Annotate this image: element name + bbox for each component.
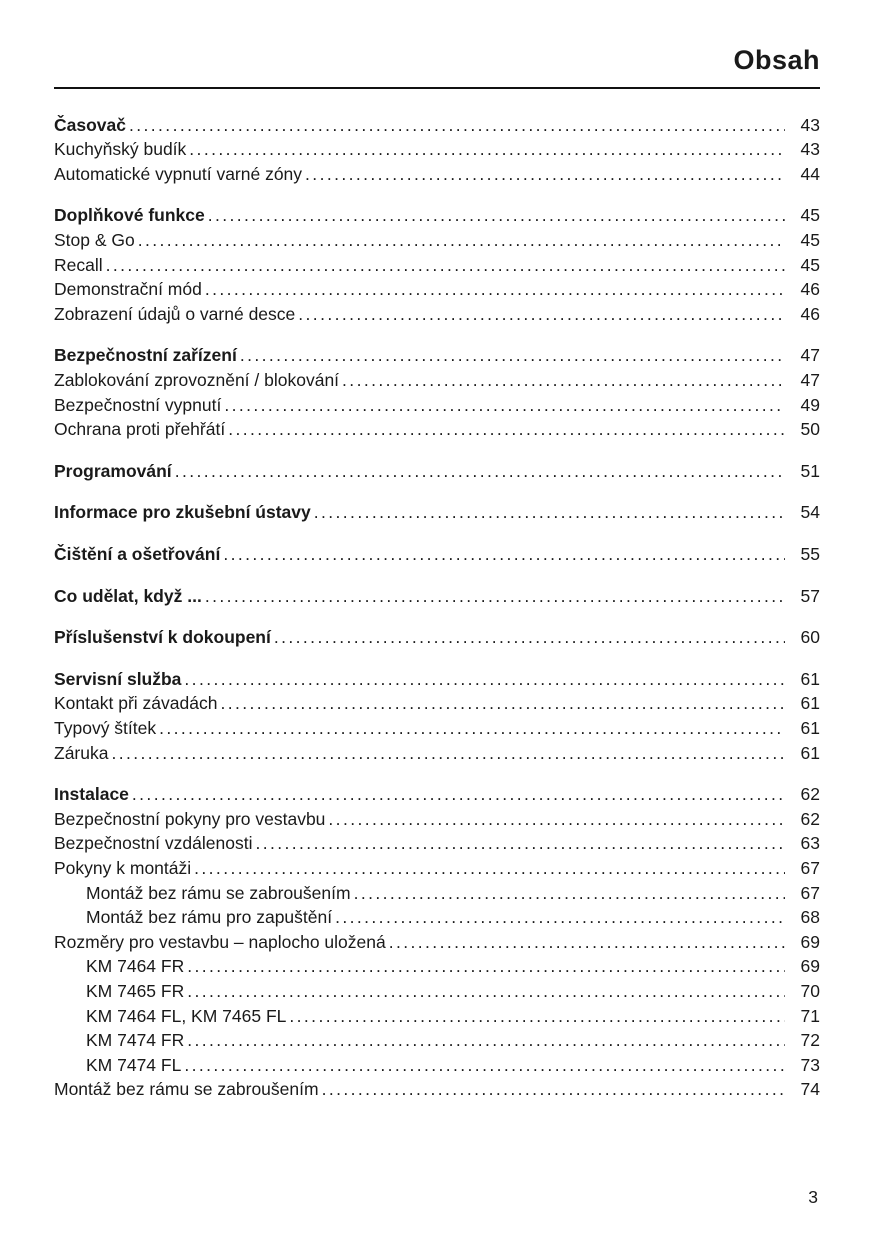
toc-entry-label: Automatické vypnutí varné zóny bbox=[54, 163, 303, 184]
toc-leader-dots bbox=[228, 417, 785, 442]
toc-leader-dots bbox=[335, 905, 785, 930]
toc-entry bbox=[54, 856, 820, 881]
toc-entry bbox=[54, 113, 820, 138]
page-number: 3 bbox=[808, 1187, 818, 1207]
toc-entry-page: 51 bbox=[800, 460, 820, 481]
toc-leader-dots bbox=[189, 137, 785, 162]
toc-entry-label: Informace pro zkušební ústavy bbox=[54, 502, 311, 523]
toc-entry-page: 69 bbox=[800, 931, 820, 952]
toc-leader-dots bbox=[175, 459, 785, 484]
toc-leader-dots bbox=[187, 954, 785, 979]
toc-entry-label: Servisní služba bbox=[54, 668, 182, 689]
toc-leader-dots bbox=[187, 1028, 785, 1053]
toc-leader-dots bbox=[138, 228, 785, 253]
toc-entry-page: 46 bbox=[800, 279, 820, 300]
toc-entry bbox=[54, 137, 820, 162]
toc-entry-label: Rozměry pro vestavbu – naplocho uložená bbox=[54, 931, 386, 952]
toc-leader-dots bbox=[205, 277, 785, 302]
toc-entry bbox=[54, 930, 820, 955]
toc-leader-dots bbox=[111, 741, 785, 766]
toc-leader-dots bbox=[322, 1077, 785, 1102]
toc-entry-label: Pokyny k montáži bbox=[54, 857, 192, 878]
toc-entry-label: Čištění a ošetřování bbox=[54, 544, 221, 564]
toc-leader-dots bbox=[132, 782, 785, 807]
toc-entry bbox=[54, 716, 820, 741]
toc-entry-page: 45 bbox=[800, 230, 820, 251]
toc-entry bbox=[54, 1077, 820, 1102]
toc-leader-dots bbox=[240, 343, 785, 368]
toc-entry bbox=[54, 500, 820, 525]
toc-entry bbox=[54, 203, 820, 228]
toc-leader-dots bbox=[274, 625, 785, 650]
toc-entry-page: 60 bbox=[800, 627, 820, 648]
toc-leader-dots bbox=[208, 203, 785, 228]
toc-entry bbox=[54, 393, 820, 418]
toc-entry bbox=[54, 1028, 820, 1053]
toc-entry-label: Doplňkové funkce bbox=[54, 205, 205, 226]
toc-leader-dots bbox=[255, 831, 785, 856]
toc-entry-label: KM 7464 FL, KM 7465 FL bbox=[86, 1005, 287, 1026]
toc-entry-page: 50 bbox=[800, 419, 820, 440]
toc-entry-label: Bezpečnostní zařízení bbox=[54, 345, 237, 366]
toc-list bbox=[54, 113, 820, 1102]
toc-entry bbox=[54, 979, 820, 1004]
toc-entry bbox=[54, 302, 820, 327]
toc-entry bbox=[54, 625, 820, 650]
toc-leader-dots bbox=[223, 542, 785, 567]
toc-entry-page: 46 bbox=[800, 303, 820, 324]
toc-entry-page: 55 bbox=[800, 544, 820, 564]
toc-entry-page: 68 bbox=[800, 907, 820, 928]
toc-leader-dots bbox=[314, 500, 785, 525]
toc-leader-dots bbox=[129, 113, 785, 138]
toc-leader-dots bbox=[298, 302, 785, 327]
toc-leader-dots bbox=[289, 1004, 785, 1029]
toc-entry-label: Bezpečnostní pokyny pro vestavbu bbox=[54, 808, 326, 829]
toc-entry-label: Kontakt při závadách bbox=[54, 693, 218, 714]
toc-leader-dots bbox=[328, 807, 785, 832]
toc-entry-page: 49 bbox=[800, 394, 820, 415]
toc-entry-label: Co udělat, když ... bbox=[54, 585, 202, 606]
toc-entry bbox=[54, 343, 820, 368]
toc-leader-dots bbox=[205, 584, 785, 609]
toc-entry bbox=[54, 1053, 820, 1078]
toc-entry bbox=[54, 905, 820, 930]
toc-entry-label: Typový štítek bbox=[54, 717, 157, 738]
toc-entry bbox=[54, 741, 820, 766]
toc-entry-label: Časovač bbox=[54, 114, 126, 135]
toc-leader-dots bbox=[187, 979, 785, 1004]
toc-entry-page: 61 bbox=[800, 693, 820, 714]
toc-leader-dots bbox=[106, 253, 785, 278]
toc-entry bbox=[54, 459, 820, 484]
toc-entry-label: KM 7474 FR bbox=[86, 1030, 185, 1051]
page-title: Obsah bbox=[733, 45, 820, 75]
toc-entry-page: 62 bbox=[800, 784, 820, 805]
toc-entry-label: Montáž bez rámu se zabroušením bbox=[54, 1079, 319, 1100]
toc-entry-label: KM 7465 FR bbox=[86, 980, 185, 1001]
toc-entry-label: Montáž bez rámu pro zapuštění bbox=[86, 907, 333, 928]
toc-entry-page: 47 bbox=[800, 370, 820, 391]
toc-leader-dots bbox=[354, 881, 785, 906]
toc-entry bbox=[54, 667, 820, 692]
toc-entry bbox=[54, 368, 820, 393]
toc-entry bbox=[54, 542, 820, 567]
toc-leader-dots bbox=[159, 716, 785, 741]
toc-entry-page: 54 bbox=[800, 502, 820, 523]
toc-entry-page: 71 bbox=[800, 1005, 820, 1026]
toc-leader-dots bbox=[194, 856, 785, 881]
toc-entry-page: 61 bbox=[800, 668, 820, 689]
toc-leader-dots bbox=[224, 393, 785, 418]
toc-leader-dots bbox=[389, 930, 785, 955]
header-divider bbox=[54, 87, 820, 89]
toc-entry bbox=[54, 253, 820, 278]
toc-entry-label: Ochrana proti přehřátí bbox=[54, 419, 226, 440]
toc-entry bbox=[54, 1004, 820, 1029]
toc-entry-page: 72 bbox=[800, 1030, 820, 1051]
toc-entry-label: KM 7474 FL bbox=[86, 1054, 182, 1075]
toc-entry-page: 62 bbox=[800, 808, 820, 829]
toc-entry-label: Recall bbox=[54, 254, 103, 275]
toc-entry-label: Záruka bbox=[54, 742, 109, 763]
toc-entry-page: 70 bbox=[800, 980, 820, 1001]
toc-entry-label: Zobrazení údajů o varné desce bbox=[54, 303, 296, 324]
toc-entry-label: Montáž bez rámu se zabroušením bbox=[86, 882, 351, 903]
toc-leader-dots bbox=[220, 691, 785, 716]
toc-entry-page: 43 bbox=[800, 139, 820, 160]
toc-leader-dots bbox=[305, 162, 785, 187]
toc-entry-page: 47 bbox=[800, 345, 820, 366]
toc-entry-page: 74 bbox=[800, 1079, 820, 1100]
toc-entry-page: 69 bbox=[800, 956, 820, 977]
toc-entry-label: Stop & Go bbox=[54, 230, 135, 251]
toc-entry-page: 43 bbox=[800, 114, 820, 135]
toc-entry bbox=[54, 782, 820, 807]
toc-entry-label: Kuchyňský budík bbox=[54, 139, 187, 160]
toc-leader-dots bbox=[184, 1053, 785, 1078]
toc-entry bbox=[54, 584, 820, 609]
toc-entry-label: KM 7464 FR bbox=[86, 956, 185, 977]
toc-entry-page: 73 bbox=[800, 1054, 820, 1075]
toc-entry-label: Bezpečnostní vypnutí bbox=[54, 394, 222, 415]
toc-entry bbox=[54, 162, 820, 187]
page-header bbox=[54, 46, 820, 76]
toc-entry bbox=[54, 954, 820, 979]
toc-entry bbox=[54, 228, 820, 253]
toc-entry bbox=[54, 691, 820, 716]
toc-leader-dots bbox=[184, 667, 785, 692]
toc-entry-label: Bezpečnostní vzdálenosti bbox=[54, 833, 253, 854]
toc-entry-page: 61 bbox=[800, 717, 820, 738]
toc-entry-page: 57 bbox=[800, 585, 820, 606]
toc-entry-page: 67 bbox=[800, 857, 820, 878]
toc-leader-dots bbox=[342, 368, 785, 393]
toc-entry-label: Programování bbox=[54, 460, 172, 481]
toc-entry bbox=[54, 807, 820, 832]
toc-entry-page: 45 bbox=[800, 205, 820, 226]
toc-entry-page: 61 bbox=[800, 742, 820, 763]
toc-entry-label: Zablokování zprovoznění / blokování bbox=[54, 370, 340, 391]
toc-entry-label: Demonstrační mód bbox=[54, 279, 202, 300]
toc-entry bbox=[54, 831, 820, 856]
toc-entry-page: 45 bbox=[800, 254, 820, 275]
toc-entry-page: 63 bbox=[800, 833, 820, 854]
toc-entry-label: Instalace bbox=[54, 784, 129, 805]
toc-entry bbox=[54, 417, 820, 442]
toc-entry-page: 67 bbox=[800, 882, 820, 903]
toc-entry bbox=[54, 881, 820, 906]
toc-entry-page: 44 bbox=[800, 163, 820, 184]
toc-entry bbox=[54, 277, 820, 302]
toc-entry-label: Příslušenství k dokoupení bbox=[54, 627, 271, 648]
